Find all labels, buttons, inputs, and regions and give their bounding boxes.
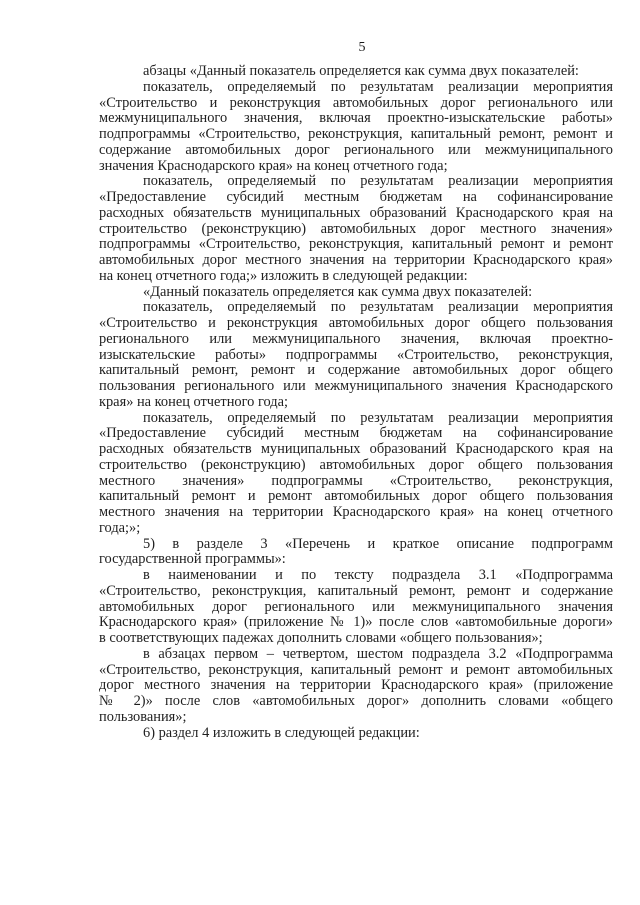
text-line: показатель, определяемый по результатам реализации мероприятия: [143, 173, 613, 190]
text-line: автомобильных дорог местного значения на территории Краснодарского края»: [99, 252, 613, 268]
text-line: капитальный ремонт, ремонт и содержание автомобильных дорог общего: [99, 362, 613, 379]
text-line: в абзацах первом – четвертом, шестом подраздела 3.2 «Подпрограмма: [143, 645, 613, 662]
text-line: регионального или межмуниципального значения, включая проектно-: [99, 330, 613, 347]
text-line: «Строительство и реконструкция автомобильных дорог регионального или: [99, 94, 613, 111]
text-line: местного значения» подпрограммы «Строительство, реконструкция,: [99, 472, 613, 489]
text-line: показатель, определяемый по результатам реализации мероприятия: [143, 409, 613, 426]
text-line: подпрограммы «Строительство, реконструкция, капитальный ремонт, ремонт и: [99, 126, 613, 142]
text-line: местного значения на территории Краснодарского края» на конец отчетного: [99, 504, 613, 520]
text-line: показатель, определяемый по результатам реализации мероприятия: [143, 78, 613, 95]
text-line: абзацы «Данный показатель определяется как сумма двух показателей:: [143, 63, 579, 79]
text-line: Краснодарского края» (приложение № 1)» после слов «автомобильные дороги»: [99, 614, 613, 631]
text-line: на конец отчетного года;» изложить в следующей редакции:: [99, 267, 468, 284]
text-line: «Строительство и реконструкция автомобильных дорог общего пользования: [99, 315, 613, 331]
text-line: «Предоставление субсидий местным бюджетам на софинансирование: [99, 425, 613, 442]
text-line: содержание автомобильных дорог регионального или межмуниципального: [99, 141, 613, 158]
text-line: изыскательские работы» подпрограммы «Строительство, реконструкция,: [99, 346, 613, 363]
text-line: «Строительство, реконструкция, капитальный ремонт и ремонт автомобильных: [99, 661, 613, 678]
text-line: «Данный показатель определяется как сумма двух показателей:: [143, 283, 533, 300]
text-line: межмуниципального значения, включая проектно-изыскательские работы»: [99, 110, 613, 127]
text-line: расходных обязательств муниципальных образований Краснодарского края на: [99, 204, 613, 221]
text-line: показатель, определяемый по результатам реализации мероприятия: [143, 299, 613, 316]
text-line: дорог местного значения на территории Краснодарского края» (приложение: [99, 677, 613, 694]
text-line: «Предоставление субсидий местным бюджетам на софинансирование: [99, 189, 613, 205]
text-line: 5) в разделе 3 «Перечень и краткое описание подпрограмм: [143, 535, 613, 552]
text-line: пользования»;: [99, 708, 187, 725]
page-number: 5: [358, 40, 366, 55]
text-line: в соответствующих падежах дополнить словами «общего пользования»;: [99, 630, 543, 646]
text-line: пользования регионального или межмуниципального значения Краснодарского: [99, 378, 613, 394]
text-line: в наименовании и по тексту подраздела 3.1 «Подпрограмма: [143, 567, 613, 583]
text-line: «Строительство, реконструкция, капитальный ремонт, ремонт и содержание: [99, 582, 613, 599]
text-line: края» на конец отчетного года;: [99, 393, 288, 410]
text-line: расходных обязательств муниципальных образований Краснодарского края на: [99, 441, 613, 457]
text-line: значения Краснодарского края» на конец отчетного года;: [99, 157, 448, 174]
text-line: № 2)» после слов «автомобильных дорог» дополнить словами «общего: [99, 693, 613, 709]
text-line: подпрограммы «Строительство, реконструкция, капитальный ремонт и ремонт: [99, 236, 613, 253]
text-line: 6) раздел 4 изложить в следующей редакции:: [143, 724, 420, 741]
text-line: капитальный ремонт и ремонт автомобильных дорог общего пользования: [99, 488, 613, 505]
text-line: государственной программы»:: [99, 551, 286, 568]
text-line: автомобильных дорог регионального или межмуниципального значения: [99, 598, 613, 615]
text-line: года;»;: [99, 519, 141, 536]
document-body: [97, 64, 613, 741]
text-line: строительство (реконструкцию) автомобильных дорог общего пользования: [99, 456, 613, 473]
text-line: строительство (реконструкцию) автомобильных дорог местного значения»: [99, 220, 613, 237]
